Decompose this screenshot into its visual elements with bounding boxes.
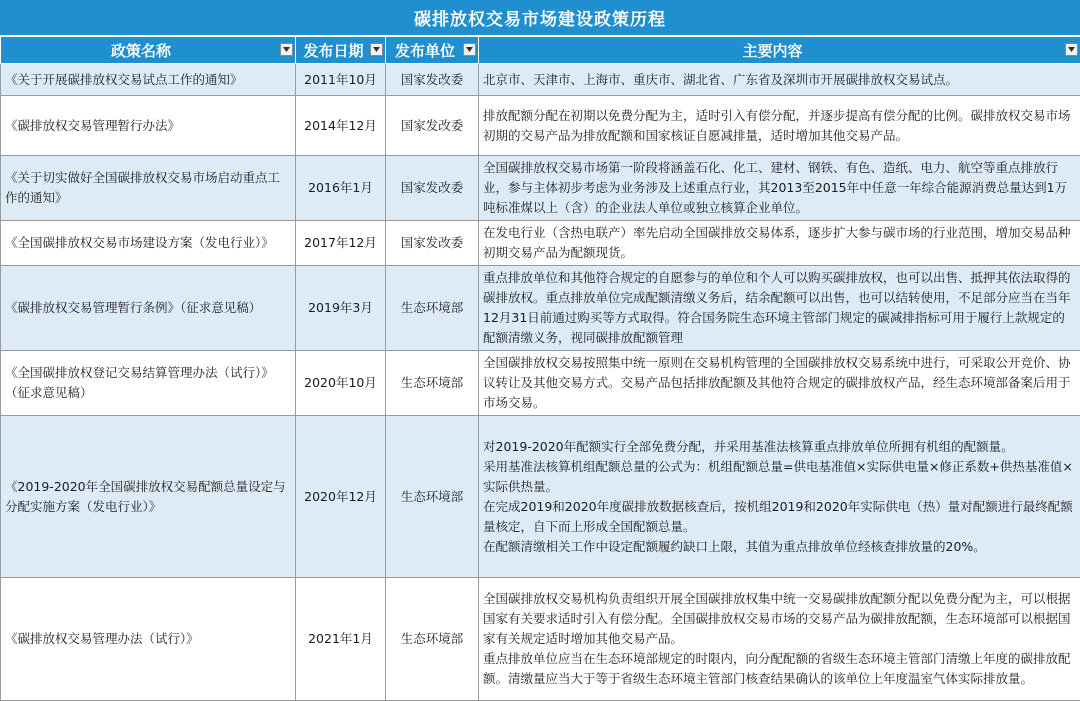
column-header-org <box>386 37 479 64</box>
content-cell[interactable] <box>479 96 1080 156</box>
org-cell[interactable]: 生态环境部 <box>386 351 479 416</box>
filter-dropdown-icon[interactable] <box>463 43 476 56</box>
policy-name-cell[interactable]: 《关于开展碳排放权交易试点工作的通知》 <box>1 64 296 96</box>
content-cell[interactable] <box>479 416 1080 578</box>
table-row[interactable] <box>1 351 1080 416</box>
org-cell[interactable]: 生态环境部 <box>386 416 479 578</box>
table-row[interactable] <box>1 64 1080 96</box>
date-cell[interactable]: 2017年12月 <box>296 221 386 266</box>
content-paragraph: 排放配额分配在初期以免费分配为主，适时引入有偿分配，并逐步提高有偿分配的比例。碳排放权交易市场初期的交易产品为排放配额和国家核证自愿减排量，适时增加其他交易产品。 <box>483 106 1076 146</box>
policy-name-cell[interactable]: 《全国碳排放权登记交易结算管理办法（试行）》（征求意见稿） <box>1 351 296 416</box>
column-header-label: 发布日期 <box>296 40 385 61</box>
content-paragraph: 全国碳排放权交易按照集中统一原则在交易机构管理的全国碳排放权交易系统中进行，可采取公开竞价、协议转让及其他交易方式。交易产品包括排放配额及其他符合规定的碳排放权产品，经生态环境部备案后用于市场交易。 <box>483 353 1076 413</box>
policy-name-cell[interactable]: 《全国碳排放权交易市场建设方案（发电行业）》 <box>1 221 296 266</box>
policy-name-cell[interactable]: 《碳排放权交易管理暂行条例》（征求意见稿） <box>1 266 296 351</box>
date-cell[interactable]: 2021年1月 <box>296 578 386 701</box>
policy-name-cell[interactable]: 《关于切实做好全国碳排放权交易市场启动重点工作的通知》 <box>1 156 296 221</box>
content-paragraph: 在发电行业（含热电联产）率先启动全国碳排放交易体系，逐步扩大参与碳市场的行业范围，增加交易品种初期交易产品为配额现货。 <box>483 223 1076 263</box>
date-cell[interactable]: 2020年12月 <box>296 416 386 578</box>
content-cell[interactable] <box>479 64 1080 96</box>
date-cell[interactable]: 2020年10月 <box>296 351 386 416</box>
content-paragraph: 对2019-2020年配额实行全部免费分配，并采用基准法核算重点排放单位所拥有机组的配额量。 <box>483 437 1076 457</box>
filter-dropdown-icon[interactable] <box>1065 43 1078 56</box>
header-row <box>1 37 1080 64</box>
filter-dropdown-icon[interactable] <box>280 43 293 56</box>
column-header-label: 政策名称 <box>1 40 295 61</box>
column-header-content <box>479 37 1080 64</box>
org-cell[interactable]: 生态环境部 <box>386 578 479 701</box>
content-paragraph: 在配额清缴相关工作中设定配额履约缺口上限，其值为重点排放单位经核查排放量的20%。 <box>483 537 1076 557</box>
policy-name-cell[interactable]: 《2019-2020年全国碳排放权交易配额总量设定与分配实施方案（发电行业）》 <box>1 416 296 578</box>
filter-dropdown-icon[interactable] <box>370 43 383 56</box>
content-paragraph: 全国碳排放权交易机构负责组织开展全国碳排放权集中统一交易碳排放配额分配以免费分配为主，可以根据国家有关要求适时引入有偿分配。全国碳排放权交易市场的交易产品为碳排放配额，生态环境部可以根据国家有关规定适时增加其他交易产品。 <box>483 589 1076 649</box>
date-cell[interactable]: 2019年3月 <box>296 266 386 351</box>
column-header-date <box>296 37 386 64</box>
date-cell[interactable]: 2014年12月 <box>296 96 386 156</box>
date-cell[interactable]: 2011年10月 <box>296 64 386 96</box>
column-header-name <box>1 37 296 64</box>
table-row[interactable] <box>1 156 1080 221</box>
content-cell[interactable] <box>479 578 1080 701</box>
org-cell[interactable]: 国家发改委 <box>386 96 479 156</box>
column-header-label: 主要内容 <box>479 40 1080 61</box>
org-cell[interactable]: 国家发改委 <box>386 156 479 221</box>
table-row[interactable] <box>1 96 1080 156</box>
content-paragraph: 北京市、天津市、上海市、重庆市、湖北省、广东省及深圳市开展碳排放权交易试点。 <box>483 70 1076 90</box>
table-row[interactable] <box>1 221 1080 266</box>
content-paragraph: 重点排放单位和其他符合规定的自愿参与的单位和个人可以购买碳排放权，也可以出售、抵押其依法取得的碳排放权。重点排放单位完成配额清缴义务后，结余配额可以出售，也可以结转使用，不足部分应当在当年12月31日前通过购买等方式取得。符合国务院生态环境主管部门规定的碳减排指标可用于履行上款规定的配额清缴义务，视同碳排放配额管理 <box>483 268 1076 348</box>
column-header-label: 发布单位 <box>386 40 478 61</box>
content-paragraph: 采用基准法核算机组配额总量的公式为：机组配额总量=供电基准值×实际供电量×修正系数+供热基准值×实际供热量。 <box>483 457 1076 497</box>
org-cell[interactable]: 国家发改委 <box>386 64 479 96</box>
policy-name-cell[interactable]: 《碳排放权交易管理办法（试行）》 <box>1 578 296 701</box>
date-cell[interactable]: 2016年1月 <box>296 156 386 221</box>
policy-table <box>0 36 1080 701</box>
content-paragraph: 全国碳排放权交易市场第一阶段将涵盖石化、化工、建材、钢铁、有色、造纸、电力、航空等重点排放行业，参与主体初步考虑为业务涉及上述重点行业，其2013至2015年中任意一年综合能源消费总量达到1万吨标准煤以上（含）的企业法人单位或独立核算企业单位。 <box>483 158 1076 218</box>
content-cell[interactable] <box>479 351 1080 416</box>
table-title: 碳排放权交易市场建设政策历程 <box>0 0 1080 36</box>
content-cell[interactable] <box>479 221 1080 266</box>
content-paragraph: 重点排放单位应当在生态环境部规定的时限内，向分配配额的省级生态环境主管部门清缴上年度的碳排放配额。清缴量应当大于等于省级生态环境主管部门核查结果确认的该单位上年度温室气体实际排放量。 <box>483 649 1076 689</box>
content-cell[interactable] <box>479 266 1080 351</box>
content-paragraph: 在完成2019和2020年度碳排放数据核查后，按机组2019和2020年实际供电（热）量对配额进行最终配额量核定，自下而上形成全国配额总量。 <box>483 497 1076 537</box>
policy-name-cell[interactable]: 《碳排放权交易管理暂行办法》 <box>1 96 296 156</box>
org-cell[interactable]: 国家发改委 <box>386 221 479 266</box>
table-row[interactable] <box>1 578 1080 701</box>
org-cell[interactable]: 生态环境部 <box>386 266 479 351</box>
table-row[interactable] <box>1 266 1080 351</box>
table-row[interactable] <box>1 416 1080 578</box>
content-cell[interactable] <box>479 156 1080 221</box>
